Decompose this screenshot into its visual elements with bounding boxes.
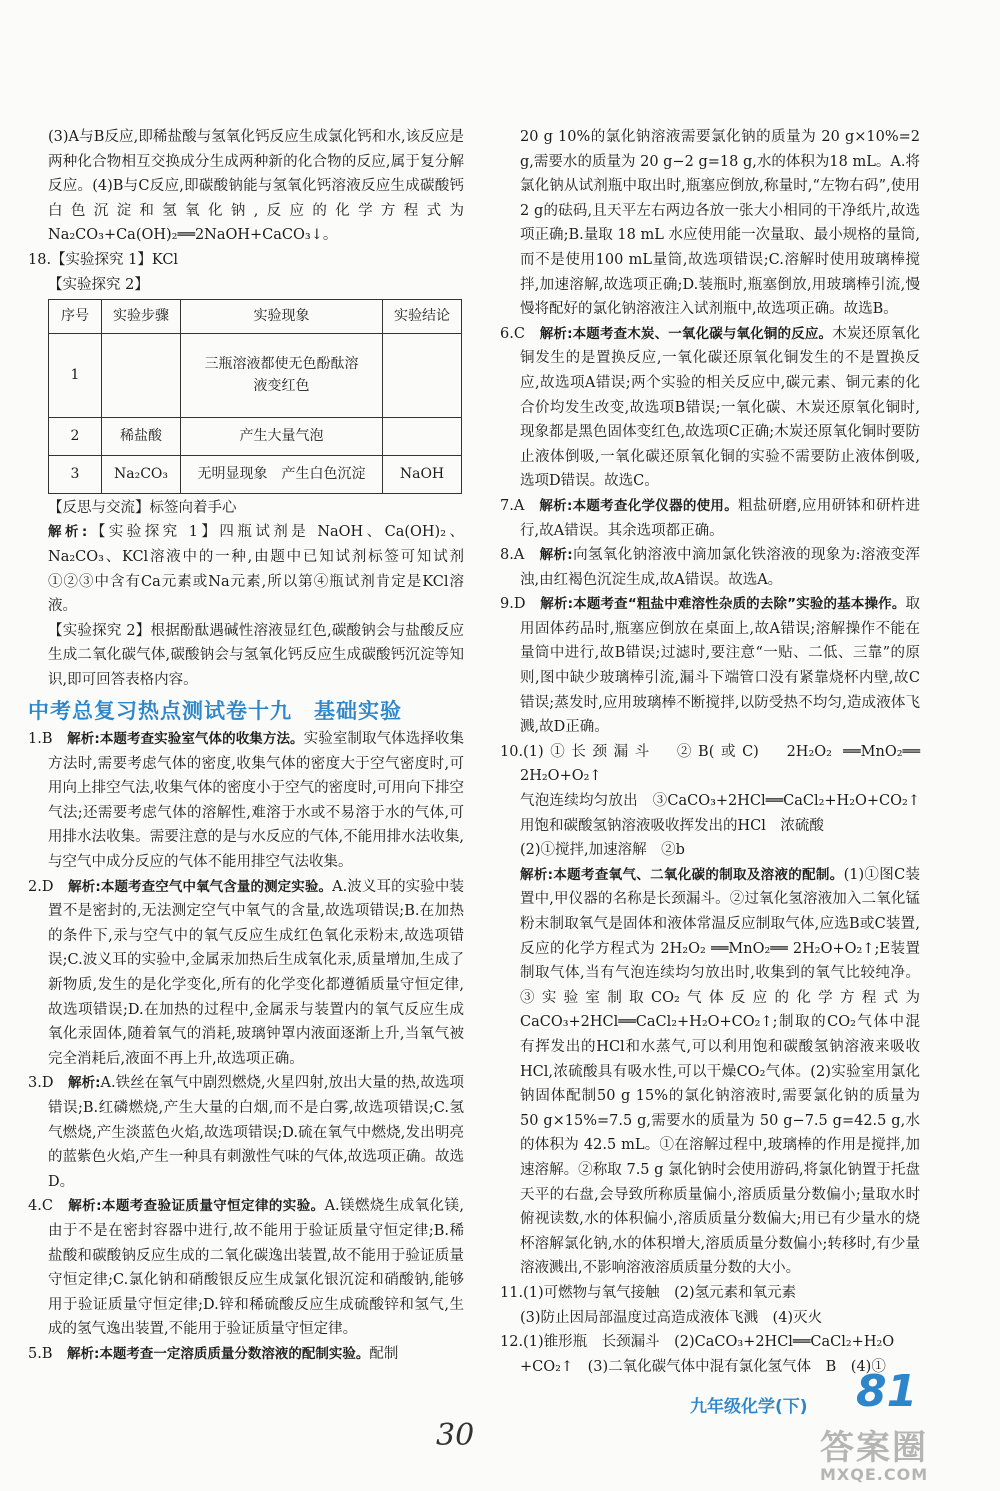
- q7-bold: 解析:本题考查化学仪器的使用。: [539, 497, 739, 514]
- q8-head: 8.A: [500, 547, 540, 564]
- q7-answer: [500, 494, 920, 543]
- q10-line-3: (2)①搅拌,加速溶解 ②b: [520, 842, 685, 859]
- q11-line-1: 11.(1)可燃物与氧气接触 (2)氢元素和氧元素: [500, 1284, 797, 1301]
- left-column: [28, 125, 464, 1367]
- watermark-line-2: MXQE.COM: [820, 1465, 929, 1484]
- table-cell: 3: [49, 455, 102, 493]
- q1-text: 实验室制取气体选择收集方法时,需要考虑气体的密度,收集气体的密度大于空气密度时,可用向上排空气法,收集气体的密度小于空气的密度时,可用向下排空气法;还需要考虑气体的溶解性,难溶于水或不易溶于水的气体,可用排水法收集。需要注意的是与水反应的气体,不能用排水法收集,与空气中成分反应的气体不能用排空气法收集。: [48, 731, 465, 871]
- q8-text: 向氢氧化钠溶液中滴加氯化铁溶液的现象为:溶液变浑浊,由红褐色沉淀生成,故A错误。故选A。: [520, 547, 921, 588]
- q1-bold: 解析:本题考查实验室气体的收集方法。: [67, 731, 304, 748]
- q8-answer: [500, 543, 920, 592]
- q5-text: 配制: [369, 1345, 399, 1362]
- q7-text: 粗盐研磨,应用研钵和研杵进行,故A错误。其余选项都正确。: [520, 497, 921, 539]
- q2-head: 2.D: [28, 878, 69, 895]
- q18-analysis-2: 【实验探究 2】根据酚酞遇碱性溶液显红色,碳酸钠会与盐酸反应生成二氧化碳气体,碳酸钠会与氢氧化钙反应生成碳酸钙沉淀等知识,即可回答表格内容。: [48, 622, 464, 688]
- q10-line-2: 气泡连续均匀放出 ③CaCO₃+2HCl══CaCl₂+H₂O+CO₂↑ 用饱和碳酸氢钠溶液吸收挥发出的HCl 浓硫酸: [520, 793, 935, 834]
- q12-line-1: 12.(1)锥形瓶 长颈漏斗 (2)CaCO₃+2HCl══CaCl₂+H₂O: [500, 1334, 895, 1351]
- watermark-logo: [820, 1420, 928, 1484]
- q3-answer: [28, 1071, 464, 1194]
- q2-text: A.波义耳的实验中装置不是密封的,无法测定空气中氧气的含量,故选项错误;B.在加热的条件下,汞与空气中的氧气反应生成红色氧化汞粉末,故选项错误;C.波义耳的实验中,金属汞加热后生成氧化汞,质量增加,生成了新物质,发生的是化学变化,所有的化学变化都遵循质量守恒定律,故选项错误;D.在加热的过程中,金属汞与装置内的氧气反应生成氧化汞固体,随着氧气的消耗,玻璃钟罩内液面逐渐上升,当氧气被完全消耗后,液面不再上升,故选项正确。: [48, 878, 464, 1067]
- q3-text: A.铁丝在氧气中剧烈燃烧,火星四射,放出大量的热,故选项错误;B.红磷燃烧,产生大量的白烟,而不是白雾,故选项错误;C.氢气燃烧,产生淡蓝色火焰,故选项错误;D.硫在氧气中燃烧,发出明亮的蓝紫色火焰,产生一种具有刺激性气味的气体,故选项正确。故选D。: [48, 1075, 464, 1190]
- q4-text: A.镁燃烧生成氧化镁,由于不是在密封容器中进行,故不能用于验证质量守恒定律;B.稀盐酸和碳酸钠反应生成的二氧化碳逸出装置,故不能用于验证质量守恒定律;C.氯化钠和硝酸银反应生成氯化银沉淀和硝酸钠,能够用于验证质量守恒定律;D.锌和稀硫酸反应生成硫酸锌和氢气,生成的氢气逸出装置,不能用于验证质量守恒定律。: [48, 1198, 464, 1338]
- section-title: 中考总复习热点测试卷十九 基础实验: [28, 698, 402, 723]
- q18-exp2-label: 【实验探究 2】: [48, 276, 149, 293]
- q12-line-2: +CO₂↑ (3)二氧化碳气体中混有氯化氢气体 B (4)①: [520, 1358, 886, 1375]
- table-row: [49, 417, 462, 455]
- q10-analysis: [500, 863, 920, 1281]
- analysis-label: 解析:: [48, 524, 88, 541]
- q6-bold: 解析:本题考查木炭、一氧化碳与氧化铜的反应。: [539, 325, 833, 342]
- q5-head: 5.B: [28, 1345, 67, 1362]
- q17-continued: (3)A与B反应,即稀盐酸与氢氧化钙反应生成氯化钙和水,该反应是两种化合物相互交换成分生成两种新的化合物的反应,属于复分解反应。(4)B与C反应,即碳酸钠能与氢氧化钙溶液反应生成碳酸钙白色沉淀和氢氧化钠,反应的化学方程式为 Na₂CO₃+Ca(OH)₂══2NaOH+CaCO₃↓。: [48, 129, 464, 244]
- q4-bold: 解析:本题考查验证质量守恒定律的实验。: [68, 1198, 325, 1215]
- q18-analysis-1: [28, 520, 464, 618]
- analysis-text: 【实验探究 1】四瓶试剂是 NaOH、Ca(OH)₂、Na₂CO₃、KCl溶液中的一种,由题中已知试剂标签可知试剂①②③中含有Ca元素或Na元素,所以第④瓶试剂肯定是KCl溶液。: [48, 524, 464, 615]
- q3-head: 3.D: [28, 1075, 69, 1092]
- table-cell: 产生大量气泡: [181, 417, 383, 455]
- q4-answer: [28, 1194, 464, 1342]
- q18-head: 18.【实验探究 1】KCl: [28, 251, 179, 268]
- table-row: [49, 455, 462, 493]
- q8-bold: 解析:: [539, 547, 573, 564]
- table-header: 实验现象: [181, 300, 383, 334]
- table-cell: 1: [49, 333, 102, 417]
- table-cell: [383, 417, 462, 455]
- q6-answer: [500, 322, 920, 494]
- q10-text: (1)①图C装置中,甲仪器的名称是长颈漏斗。②过氧化氢溶液加入二氧化锰粉末制取氧气是固体和液体常温反应制取气体,应选B或C装置,反应的化学方程式为 2H₂O₂ ══MnO₂══ 2H₂O+O₂↑;E装置制取气体,当有气泡连续均匀放出时,收集到的氧气比较纯净。③实验室制取CO₂气体反应的化学方程式为 CaCO₃+2HCl══CaCl₂+H₂O+CO₂↑;制取的CO₂气体中混有挥发出的HCl和水蒸气,可以利用饱和碳酸氢钠溶液来吸收HCl,浓硫酸具有吸水性,可以干燥CO₂气体。(2)实验室用氯化钠固体配制50 g 15%的氯化钠溶液时,需要氯化钠的质量为 50 g×15%=7.5 g,需要水的质量为 50 g−7.5 g=42.5 g,水的体积为 42.5 mL。①在溶解过程中,玻璃棒的作用是搅拌,加速溶解。②称取 7.5 g 氯化钠时会使用游码,将氯化钠置于托盘天平的右盘,会导致所称质量偏小,溶质质量分数偏小;量取水时俯视读数,水的体积偏小,溶质质量分数偏大;用已有少量水的烧杯溶解氯化钠,水的体积增大,溶质质量分数偏小;转移时,有少量溶液溅出,不影响溶液溶质质量分数的大小。: [520, 866, 920, 1277]
- table-cell: NaOH: [383, 455, 462, 493]
- q2-bold: 解析:本题考查空气中氧气含量的测定实验。: [68, 878, 333, 895]
- table-header: 实验步骤: [102, 300, 181, 334]
- table-cell: [102, 333, 181, 417]
- q11-line-2: (3)防止因局部温度过高造成液体飞溅 (4)灭火: [520, 1309, 823, 1326]
- table-cell: 稀盐酸: [102, 417, 181, 455]
- table-cell: 无明显现象 产生白色沉淀: [181, 455, 383, 493]
- q4-head: 4.C: [28, 1198, 69, 1215]
- page-number: 81: [856, 1366, 918, 1417]
- watermark-line-1: 答案圈: [820, 1428, 928, 1468]
- q1-answer: [28, 727, 464, 875]
- handwritten-number: 30: [436, 1418, 475, 1453]
- q10-bold: 解析:本题考查氧气、二氧化碳的制取及溶液的配制。: [520, 866, 844, 883]
- experiment-table: [48, 299, 462, 494]
- table-cell: [383, 333, 462, 417]
- q9-text: 取用固体药品时,瓶塞应倒放在桌面上,故A错误;溶解操作不能在量筒中进行,故B错误;过滤时,要注意“一贴、二低、三靠”的原则,图中缺少玻璃棒引流,漏斗下端管口没有紧靠烧杯内壁,故C错误;蒸发时,应用玻璃棒不断搅拌,以防受热不均匀,造成液体飞溅,故D正确。: [520, 596, 920, 736]
- q5-bold: 解析:本题考查一定溶质质量分数溶液的配制实验。: [67, 1345, 370, 1362]
- q7-head: 7.A: [500, 497, 540, 514]
- q2-answer: [28, 875, 464, 1072]
- table-cell-text: 三瓶溶液都使无色酚酞溶液变红色: [204, 356, 359, 395]
- footer-subject: 九年级化学(下): [690, 1397, 808, 1417]
- q6-text: 木炭还原氧化铜发生的是置换反应,一氧化碳还原氧化铜发生的不是置换反应,故选项A错误;两个实验的相关反应中,碳元素、铜元素的化合价均发生改变,故选项B错误;一氧化碳、木炭还原氧化铜时,现象都是黑色固体变红色,故选项C正确;木炭还原氧化铜时要防止液体倒吸,一氧化碳还原氧化铜的实验不需要防止液体倒吸,选项D错误。故选C。: [520, 325, 920, 490]
- table-cell: [181, 333, 383, 417]
- table-header: 序号: [49, 300, 102, 334]
- right-column: [500, 125, 935, 1379]
- table-header: 实验结论: [383, 300, 462, 334]
- q10-line-1: 10.(1)①长颈漏斗 ②B(或C) 2H₂O₂ ══MnO₂══ 2H₂O+O₂↑: [500, 743, 920, 785]
- q3-bold: 解析:: [68, 1075, 101, 1092]
- q9-answer: [500, 592, 920, 740]
- table-cell: 2: [49, 417, 102, 455]
- q6-head: 6.C: [500, 325, 540, 342]
- q18-reflect: 【反思与交流】标签向着手心: [48, 499, 237, 516]
- q9-bold: 解析:本题考查“粗盐中难溶性杂质的去除”实验的基本操作。: [540, 596, 906, 613]
- q9-head: 9.D: [500, 596, 541, 613]
- q5-continued: 20 g 10%的氯化钠溶液需要氯化钠的质量为 20 g×10%=2 g,需要水的质量为 20 g−2 g=18 g,水的体积为18 mL。A.将氯化钠从试剂瓶中取出时,瓶塞应倒放,称量时,“左物右码”,使用2 g的砝码,且天平左右两边各放一张大小相同的干净纸片,故选项正确;B.量取 18 mL 水应使用能一次量取、最小规格的量筒,而不是使用100 mL量筒,故选项错误;C.溶解时使用玻璃棒搅拌,加速溶解,故选项正确;D.装瓶时,瓶塞倒放,用玻璃棒引流,慢慢将配好的氯化钠溶液注入试剂瓶中,故选项正确。故选B。: [520, 129, 920, 318]
- q1-head: 1.B: [28, 731, 68, 748]
- q5-answer: [28, 1342, 464, 1367]
- table-cell: Na₂CO₃: [102, 455, 181, 493]
- table-row: [49, 333, 462, 417]
- table-header-row: [49, 300, 462, 334]
